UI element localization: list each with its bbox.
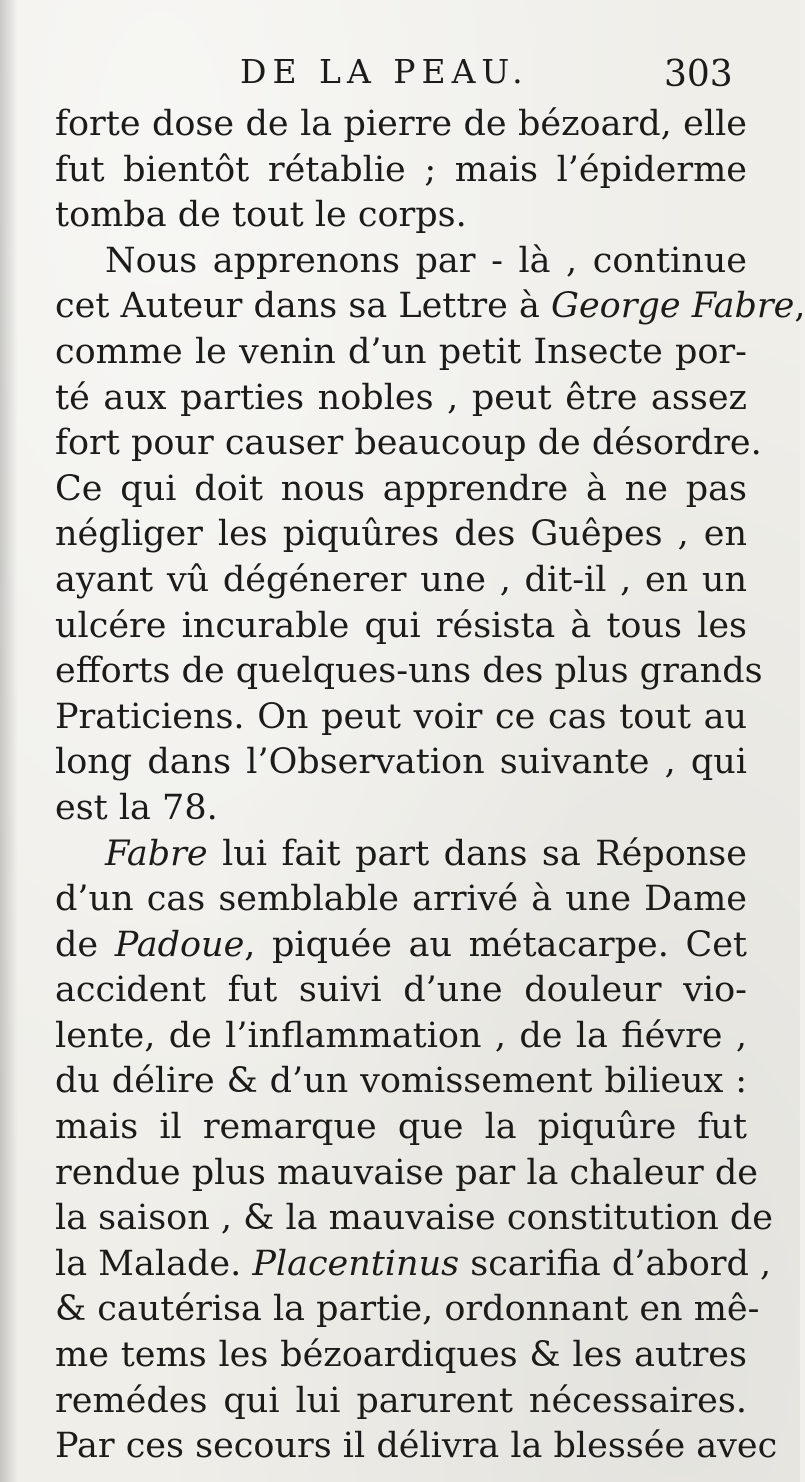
italic-name: George Fabre — [551, 286, 795, 327]
text-line: rendue plus mauvaise par la chaleur de — [55, 1152, 758, 1193]
running-head: DE LA PEAU. — [240, 52, 529, 91]
text-line: me tems les bézoardiques & les autres — [55, 1335, 747, 1376]
text-line: ulcére incurable qui résista à tous les — [55, 605, 747, 646]
text-line: mais il remarque que la piquûre fut — [55, 1107, 747, 1148]
text-line: Nous apprenons par - là , continue — [105, 240, 747, 281]
text-line: est la 78. — [55, 787, 218, 828]
italic-name: Fabre — [105, 833, 208, 874]
italic-name: Placentinus — [252, 1243, 460, 1284]
text-line: comme le venin d’un petit Insecte por- — [55, 331, 747, 372]
text-line: fort pour causer beaucoup de désordre. — [55, 423, 762, 464]
text-line: efforts de quelques-uns des plus grands — [55, 651, 763, 692]
text-line: d’un cas semblable arrivé à une Dame — [55, 879, 747, 920]
text-line: Praticiens. On peut voir ce cas tout au — [55, 696, 747, 737]
text-line: la saison , & la mauvaise constitution de — [55, 1198, 774, 1239]
text-line: accident fut suivi d’une douleur vio- — [55, 970, 747, 1011]
text-line: Ce qui doit nous apprendre à ne pas — [55, 468, 747, 509]
text-line: fut bientôt rétablie ; mais l’épiderme — [55, 149, 747, 190]
text-line: lente, de l’inflammation , de la fiévre , — [55, 1015, 747, 1056]
text-line: ayant vû dégénerer une , dit-il , en un — [55, 559, 747, 600]
text-line: la Malade. Placentinus scarifia d’abord , — [55, 1243, 772, 1284]
text-line: du délire & d’un vomissement bilieux : — [55, 1061, 747, 1102]
text-line: long dans l’Observation suivante , qui — [55, 742, 747, 783]
text-line: & cautérisa la partie, ordonnant en mê- — [55, 1289, 760, 1330]
page-number: 303 — [664, 54, 733, 95]
body-text — [55, 102, 805, 1470]
text-line: de Padoue, piquée au métacarpe. Cet — [55, 924, 747, 965]
text-line: cet Auteur dans sa Lettre à George Fabre, — [55, 286, 805, 327]
text-line: tomba de tout le corps. — [55, 195, 467, 236]
text-line: Fabre lui fait part dans sa Réponse — [105, 833, 747, 874]
text-line: négliger les piquûres des Guêpes , en — [55, 514, 747, 555]
page-gutter-shadow — [0, 0, 18, 1482]
text-line: forte dose de la pierre de bézoard, elle — [55, 104, 747, 144]
text-line: remédes qui lui parurent nécessaires. — [55, 1380, 747, 1421]
text-line: Par ces secours il délivra la blessée avec — [55, 1426, 778, 1467]
text-line: té aux parties nobles , peut être assez — [55, 377, 747, 418]
italic-name: Padoue — [114, 924, 245, 965]
